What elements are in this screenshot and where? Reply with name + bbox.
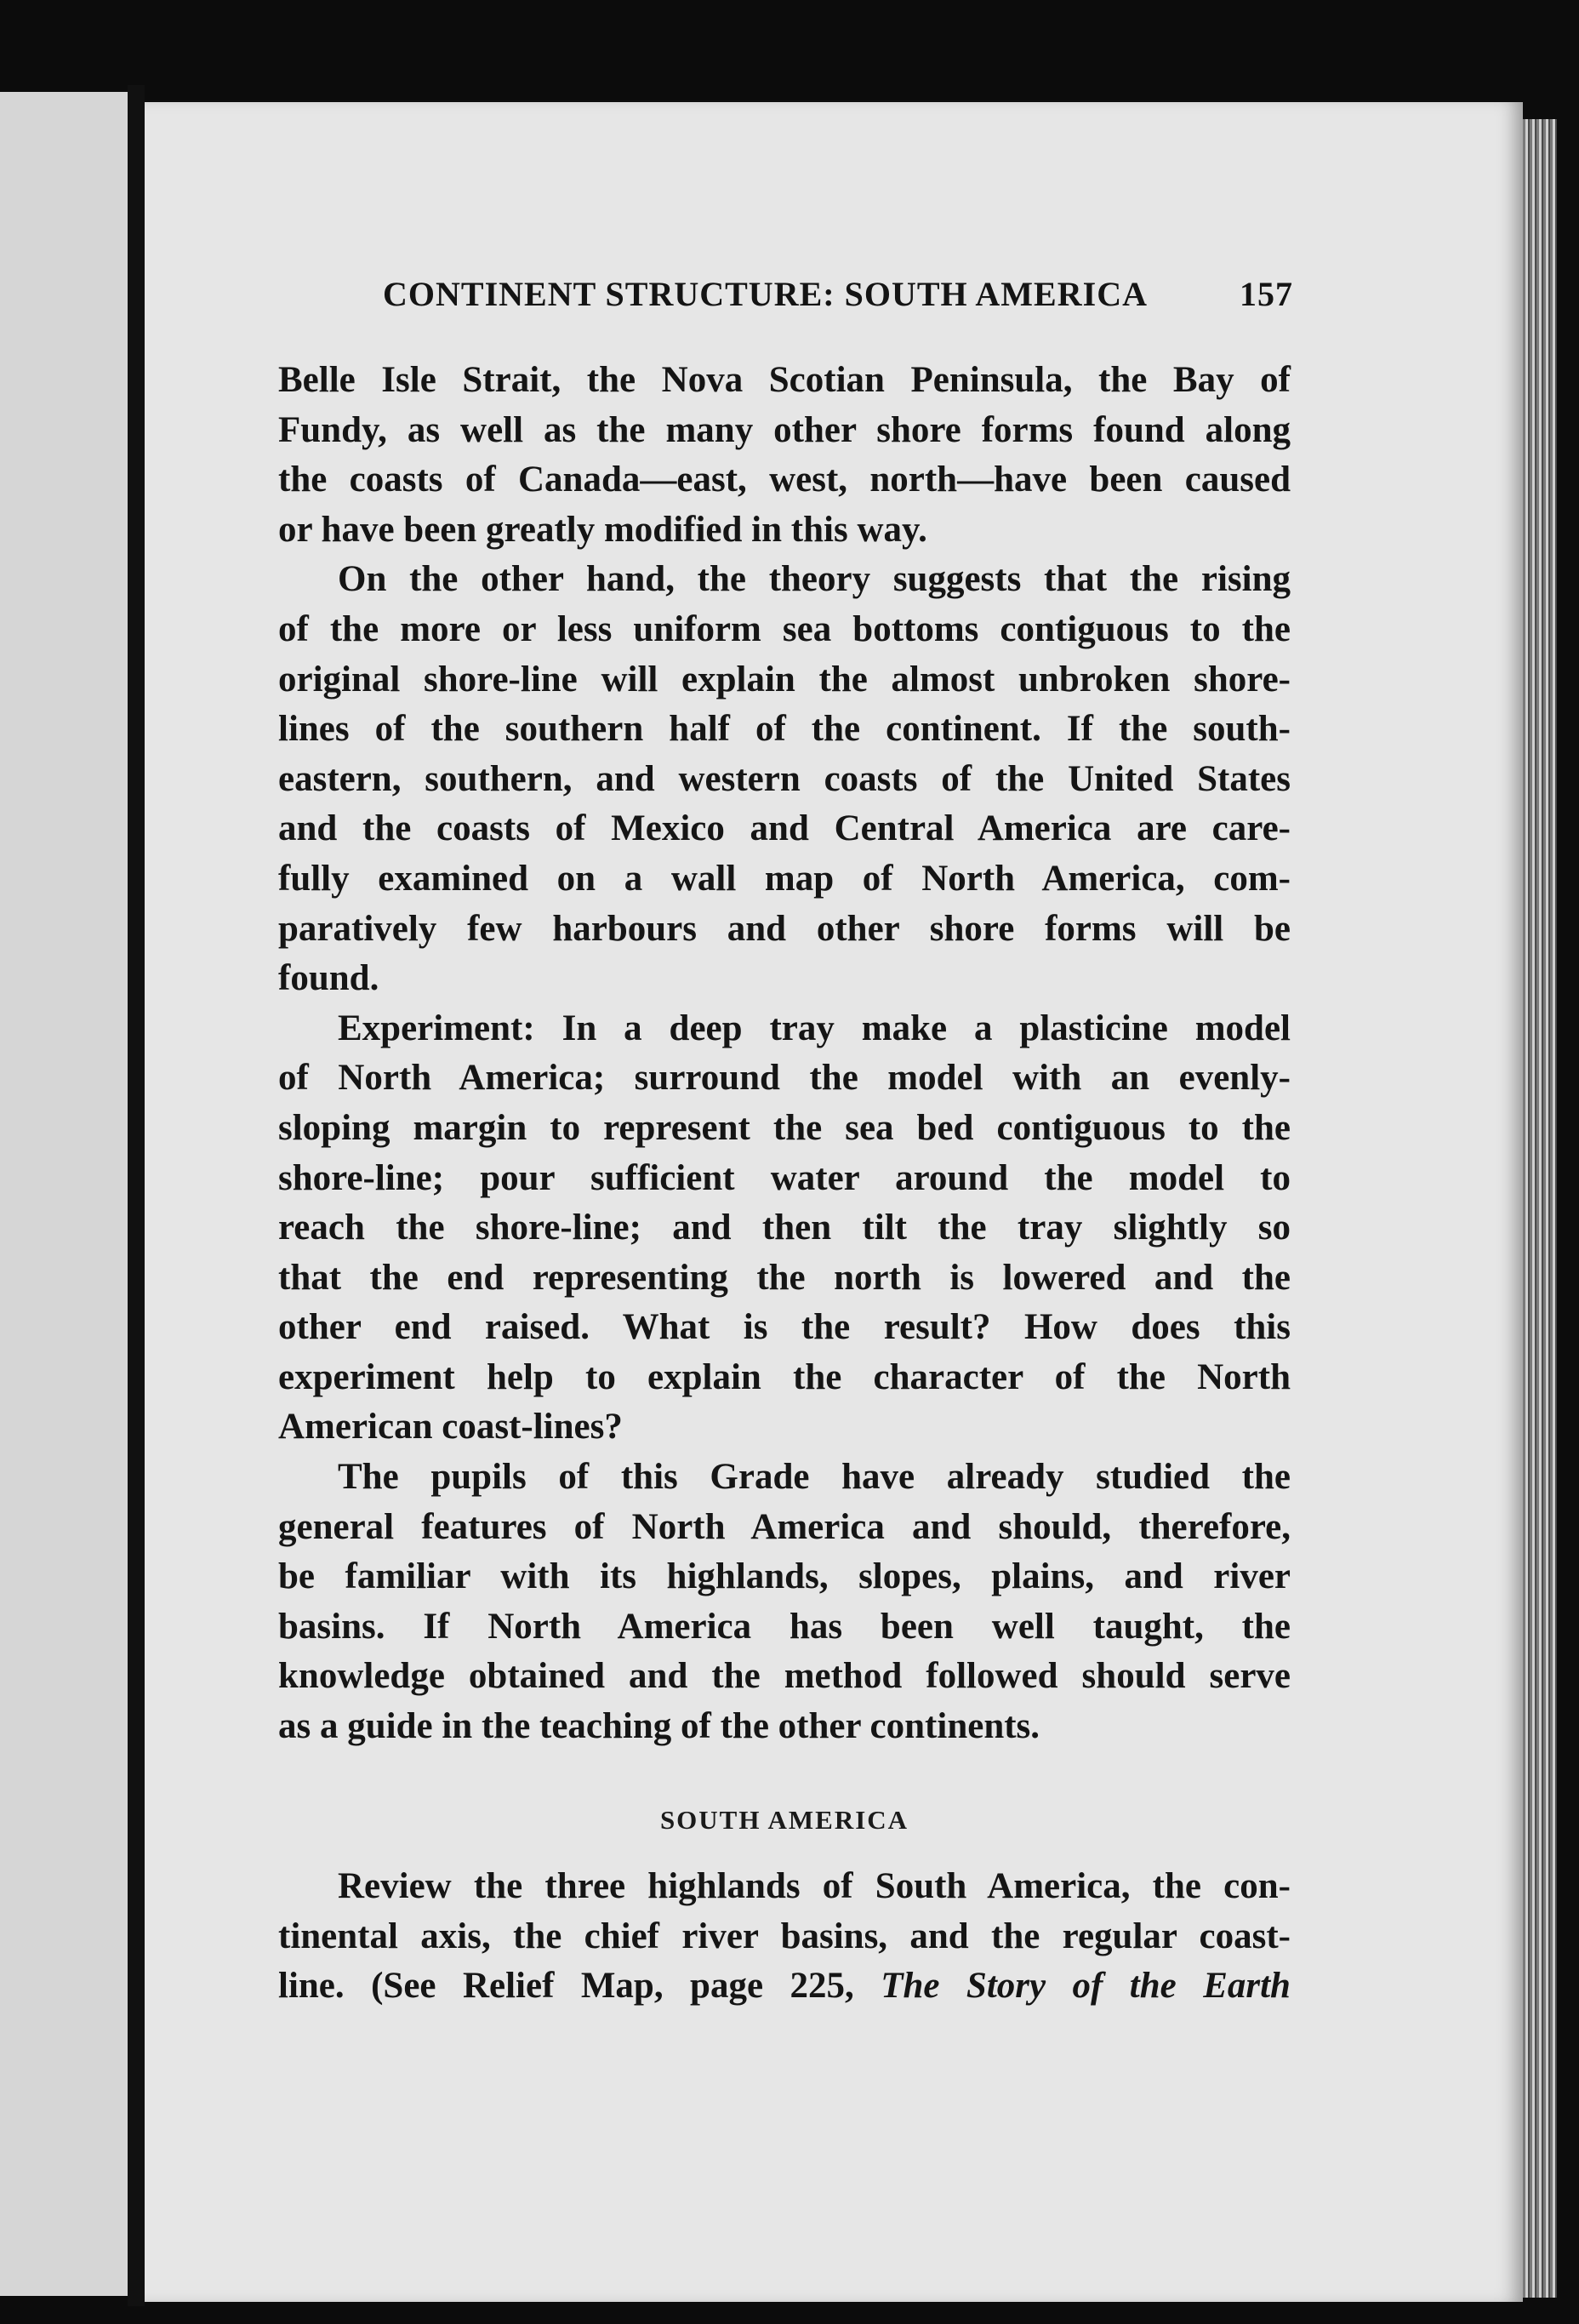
text-line: basins. If North America has been well taught, the bbox=[278, 1606, 1291, 1647]
text-line: The pupils of this Grade have already studied the bbox=[338, 1457, 1291, 1498]
text-line: Fundy, as well as the many other shore forms found along bbox=[278, 409, 1291, 450]
text-line: experiment help to explain the character of the North bbox=[278, 1356, 1291, 1397]
text-line: lines of the southern half of the continent. If the south- bbox=[278, 709, 1291, 750]
text-line: shore-line; pour sufficient water around the model to bbox=[278, 1157, 1291, 1198]
text-line: tinental axis, the chief river basins, and the regular coast- bbox=[278, 1916, 1291, 1956]
text-line bbox=[278, 1961, 1291, 2012]
text-line: as a guide in the teaching of the other continents. bbox=[278, 1706, 1040, 1747]
text-line: be familiar with its highlands, slopes, plains, and river bbox=[278, 1556, 1291, 1597]
page-number: 157 bbox=[1240, 275, 1293, 313]
paragraph bbox=[278, 356, 1291, 555]
text-line: of North America; surround the model with an evenly- bbox=[278, 1058, 1291, 1099]
facing-page-edge bbox=[0, 92, 128, 2296]
text-line: other end raised. What is the result? How does this bbox=[278, 1307, 1291, 1348]
section-heading: SOUTH AMERICA bbox=[659, 1805, 909, 1835]
book-gutter bbox=[128, 85, 145, 2306]
text-line: reach the shore-line; and then tilt the tray slightly so bbox=[278, 1208, 1291, 1248]
text-line: knowledge obtained and the method followed should serve bbox=[278, 1656, 1291, 1697]
text-line: or have been greatly modified in this way. bbox=[278, 509, 927, 550]
text-line: and the coasts of Mexico and Central America are care- bbox=[278, 808, 1291, 849]
page-stack-edge bbox=[1523, 119, 1557, 2298]
paragraph bbox=[278, 555, 1291, 1003]
text-line: that the end representing the north is lowered and the bbox=[278, 1257, 1291, 1298]
text-line: Experiment: In a deep tray make a plasticine model bbox=[338, 1008, 1291, 1048]
text-line: Belle Isle Strait, the Nova Scotian Peninsula, the Bay of bbox=[278, 360, 1291, 400]
text-line: On the other hand, the theory suggests that the rising bbox=[338, 559, 1291, 600]
text-line: of the more or less uniform sea bottoms contiguous to the bbox=[278, 608, 1291, 649]
text-line: American coast-lines? bbox=[278, 1407, 623, 1448]
text-line: eastern, southern, and western coasts of the United States bbox=[278, 758, 1291, 799]
page-header bbox=[383, 274, 1293, 317]
text-line: general features of North America and should, therefore, bbox=[278, 1506, 1291, 1547]
text-line: found. bbox=[278, 958, 379, 999]
book-title: The Story of the Earth bbox=[881, 1966, 1291, 2007]
section-text bbox=[278, 1862, 1291, 2012]
text-line: paratively few harbours and other shore forms will be bbox=[278, 908, 1291, 949]
paragraph bbox=[278, 1453, 1291, 1752]
running-title: CONTINENT STRUCTURE: SOUTH AMERICA bbox=[383, 275, 1148, 313]
body-text bbox=[278, 356, 1291, 1752]
text-line: Review the three highlands of South America, the con- bbox=[338, 1866, 1291, 1906]
text-line: fully examined on a wall map of North America, com- bbox=[278, 858, 1291, 899]
text-run: line. (See Relief Map, page 225, bbox=[278, 1966, 881, 2007]
paragraph bbox=[278, 1004, 1291, 1453]
text-line: sloping margin to represent the sea bed contiguous to the bbox=[278, 1107, 1291, 1148]
text-line: original shore-line will explain the almost unbroken shore- bbox=[278, 659, 1291, 699]
text-line: the coasts of Canada—east, west, north—have been caused bbox=[278, 460, 1291, 500]
